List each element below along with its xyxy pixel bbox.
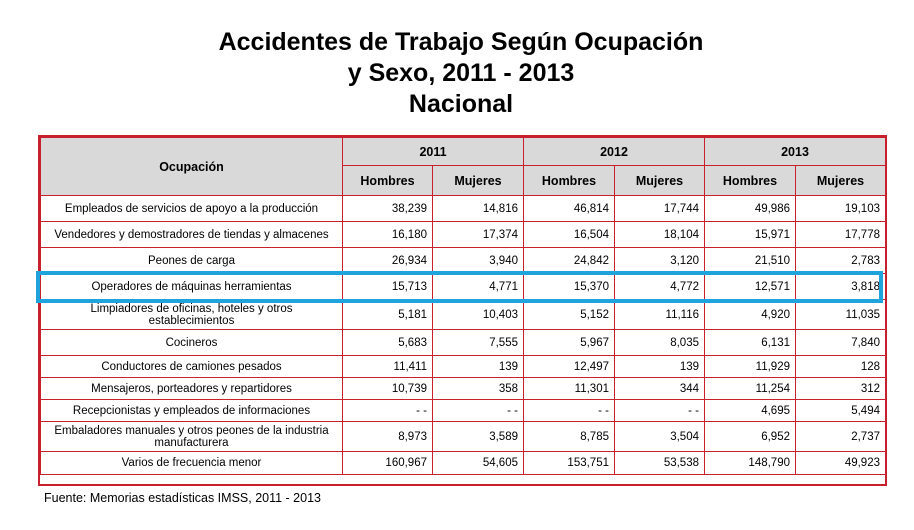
occupation-cell: Peones de carga	[41, 248, 343, 274]
value-cell: 4,771	[433, 274, 524, 300]
value-cell: 17,778	[796, 222, 886, 248]
value-cell: 8,973	[343, 422, 433, 452]
occupation-cell: Embaladores manuales y otros peones de la industria manufacturera	[41, 422, 343, 452]
value-cell: 5,967	[524, 330, 615, 356]
value-cell: 160,967	[343, 452, 433, 475]
value-cell: 4,695	[705, 400, 796, 422]
value-cell: 4,920	[705, 300, 796, 330]
value-cell: 11,301	[524, 378, 615, 400]
sex-header-mujeres: Mujeres	[433, 166, 524, 196]
table-row	[41, 222, 886, 248]
occupation-cell: Cocineros	[41, 330, 343, 356]
value-cell: - -	[343, 400, 433, 422]
value-cell: 153,751	[524, 452, 615, 475]
value-cell: 6,952	[705, 422, 796, 452]
value-cell: 18,104	[615, 222, 705, 248]
value-cell: 10,403	[433, 300, 524, 330]
value-cell: 5,683	[343, 330, 433, 356]
value-cell: 12,497	[524, 356, 615, 378]
occupation-cell: Conductores de camiones pesados	[41, 356, 343, 378]
table-row	[41, 248, 886, 274]
value-cell: 11,254	[705, 378, 796, 400]
value-cell: 139	[433, 356, 524, 378]
value-cell: 6,131	[705, 330, 796, 356]
table-row	[41, 422, 886, 452]
value-cell: 11,116	[615, 300, 705, 330]
value-cell: 24,842	[524, 248, 615, 274]
value-cell: - -	[615, 400, 705, 422]
table-row	[41, 196, 886, 222]
occupation-header: Ocupación	[41, 138, 343, 196]
value-cell: 14,816	[433, 196, 524, 222]
title-line-2: y Sexo, 2011 - 2013	[347, 59, 575, 87]
value-cell: 2,783	[796, 248, 886, 274]
table-body	[41, 196, 886, 475]
value-cell: 312	[796, 378, 886, 400]
accidents-table	[40, 137, 886, 475]
value-cell: 5,152	[524, 300, 615, 330]
value-cell: 3,940	[433, 248, 524, 274]
value-cell: 54,605	[433, 452, 524, 475]
value-cell: 3,589	[433, 422, 524, 452]
value-cell: 17,744	[615, 196, 705, 222]
occupation-cell: Operadores de máquinas herramientas	[41, 274, 343, 300]
value-cell: 49,923	[796, 452, 886, 475]
value-cell: 148,790	[705, 452, 796, 475]
sex-header-mujeres: Mujeres	[615, 166, 705, 196]
value-cell: 21,510	[705, 248, 796, 274]
page-title	[4, 27, 914, 120]
value-cell: 11,929	[705, 356, 796, 378]
occupation-cell: Recepcionistas y empleados de informaciones	[41, 400, 343, 422]
sex-header-hombres: Hombres	[343, 166, 433, 196]
table-row	[41, 356, 886, 378]
year-header-2012: 2012	[524, 138, 705, 166]
title-line-1: Accidentes de Trabajo Según Ocupación	[218, 28, 704, 56]
value-cell: - -	[433, 400, 524, 422]
value-cell: 12,571	[705, 274, 796, 300]
table-row	[41, 274, 886, 300]
value-cell: 358	[433, 378, 524, 400]
value-cell: 11,411	[343, 356, 433, 378]
value-cell: 26,934	[343, 248, 433, 274]
value-cell: 16,504	[524, 222, 615, 248]
year-header-2011: 2011	[343, 138, 524, 166]
value-cell: 2,737	[796, 422, 886, 452]
table-row	[41, 300, 886, 330]
value-cell: 38,239	[343, 196, 433, 222]
table-row	[41, 452, 886, 475]
sex-header-mujeres: Mujeres	[796, 166, 886, 196]
table-row	[41, 378, 886, 400]
value-cell: 49,986	[705, 196, 796, 222]
value-cell: 3,504	[615, 422, 705, 452]
value-cell: 16,180	[343, 222, 433, 248]
value-cell: 8,785	[524, 422, 615, 452]
value-cell: 17,374	[433, 222, 524, 248]
value-cell: 7,840	[796, 330, 886, 356]
source-note: Fuente: Memorias estadísticas IMSS, 2011 - 2013	[44, 491, 321, 505]
value-cell: 139	[615, 356, 705, 378]
value-cell: 5,181	[343, 300, 433, 330]
value-cell: 10,739	[343, 378, 433, 400]
year-header-2013: 2013	[705, 138, 886, 166]
data-table-container	[38, 135, 887, 486]
value-cell: 15,370	[524, 274, 615, 300]
occupation-cell: Mensajeros, porteadores y repartidores	[41, 378, 343, 400]
table-row	[41, 330, 886, 356]
value-cell: 128	[796, 356, 886, 378]
value-cell: 3,120	[615, 248, 705, 274]
value-cell: 3,818	[796, 274, 886, 300]
value-cell: 19,103	[796, 196, 886, 222]
value-cell: 53,538	[615, 452, 705, 475]
value-cell: 15,971	[705, 222, 796, 248]
table-row	[41, 400, 886, 422]
value-cell: 7,555	[433, 330, 524, 356]
value-cell: - -	[524, 400, 615, 422]
occupation-cell: Vendedores y demostradores de tiendas y almacenes	[41, 222, 343, 248]
occupation-cell: Varios de frecuencia menor	[41, 452, 343, 475]
value-cell: 15,713	[343, 274, 433, 300]
sex-header-hombres: Hombres	[524, 166, 615, 196]
occupation-cell: Empleados de servicios de apoyo a la producción	[41, 196, 343, 222]
title-line-3: Nacional	[408, 90, 514, 118]
value-cell: 11,035	[796, 300, 886, 330]
value-cell: 8,035	[615, 330, 705, 356]
value-cell: 4,772	[615, 274, 705, 300]
value-cell: 5,494	[796, 400, 886, 422]
value-cell: 344	[615, 378, 705, 400]
occupation-cell: Limpiadores de oficinas, hoteles y otros establecimientos	[41, 300, 343, 330]
value-cell: 46,814	[524, 196, 615, 222]
sex-header-hombres: Hombres	[705, 166, 796, 196]
